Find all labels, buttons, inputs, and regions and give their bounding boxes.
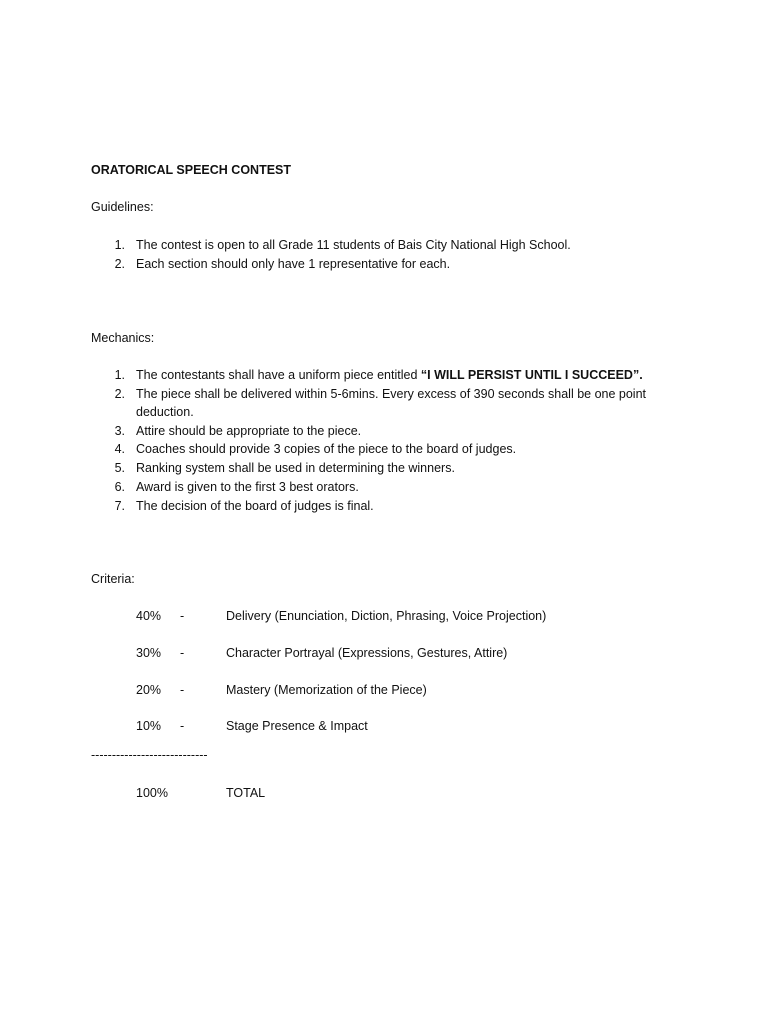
mechanics-item: The piece shall be delivered within 5-6mins. Every excess of 390 seconds shall be one point: [136, 387, 647, 401]
mechanics-item: Coaches should provide 3 copies of the piece to the board of judges.: [136, 442, 517, 456]
list-item-number: 2.: [114, 257, 125, 271]
separator-line: ----------------------------: [91, 748, 208, 762]
list-item-number: 7.: [114, 499, 125, 513]
criteria-label: Stage Presence & Impact: [226, 719, 368, 733]
mechanics-item: Award is given to the first 3 best orators.: [136, 480, 359, 494]
criteria-dash: -: [180, 646, 185, 660]
total-percent: 100%: [136, 786, 168, 800]
mechanics-item: Ranking system shall be used in determining the winners.: [136, 461, 455, 475]
piece-title: “I WILL PERSIST UNTIL I SUCCEED”.: [420, 368, 643, 382]
mechanics-item: The decision of the board of judges is final.: [136, 499, 374, 513]
guideline-item: Each section should only have 1 representative for each.: [136, 257, 451, 271]
criteria-label: Delivery (Enunciation, Diction, Phrasing, Voice Projection): [226, 609, 547, 623]
mechanics-item: [136, 368, 643, 382]
criteria-label: Mastery (Memorization of the Piece): [226, 683, 427, 697]
criteria-dash: -: [180, 719, 185, 733]
total-label: TOTAL: [226, 786, 266, 800]
list-item-number: 6.: [114, 480, 125, 494]
document-title: ORATORICAL SPEECH CONTEST: [91, 163, 292, 177]
list-item-number: 1.: [114, 238, 125, 252]
criteria-percent: 40%: [136, 609, 162, 623]
criteria-percent: 30%: [136, 646, 162, 660]
mechanics-item-text: The contestants shall have a uniform piece entitled: [136, 368, 421, 382]
criteria-percent: 20%: [136, 683, 162, 697]
mechanics-item-continuation: deduction.: [136, 405, 194, 419]
criteria-label: Character Portrayal (Expressions, Gestures, Attire): [226, 646, 508, 660]
criteria-dash: -: [180, 609, 185, 623]
mechanics-heading: Mechanics:: [91, 331, 155, 345]
criteria-dash: -: [180, 683, 185, 697]
guideline-item: The contest is open to all Grade 11 students of Bais City National High School.: [136, 238, 571, 252]
criteria-heading: Criteria:: [91, 572, 135, 586]
list-item-number: 1.: [114, 368, 125, 382]
list-item-number: 5.: [114, 461, 125, 475]
list-item-number: 4.: [114, 442, 125, 456]
list-item-number: 3.: [114, 424, 125, 438]
guidelines-heading: Guidelines:: [91, 200, 154, 214]
mechanics-item: Attire should be appropriate to the piece.: [136, 424, 362, 438]
criteria-percent: 10%: [136, 719, 162, 733]
list-item-number: 2.: [114, 387, 125, 401]
